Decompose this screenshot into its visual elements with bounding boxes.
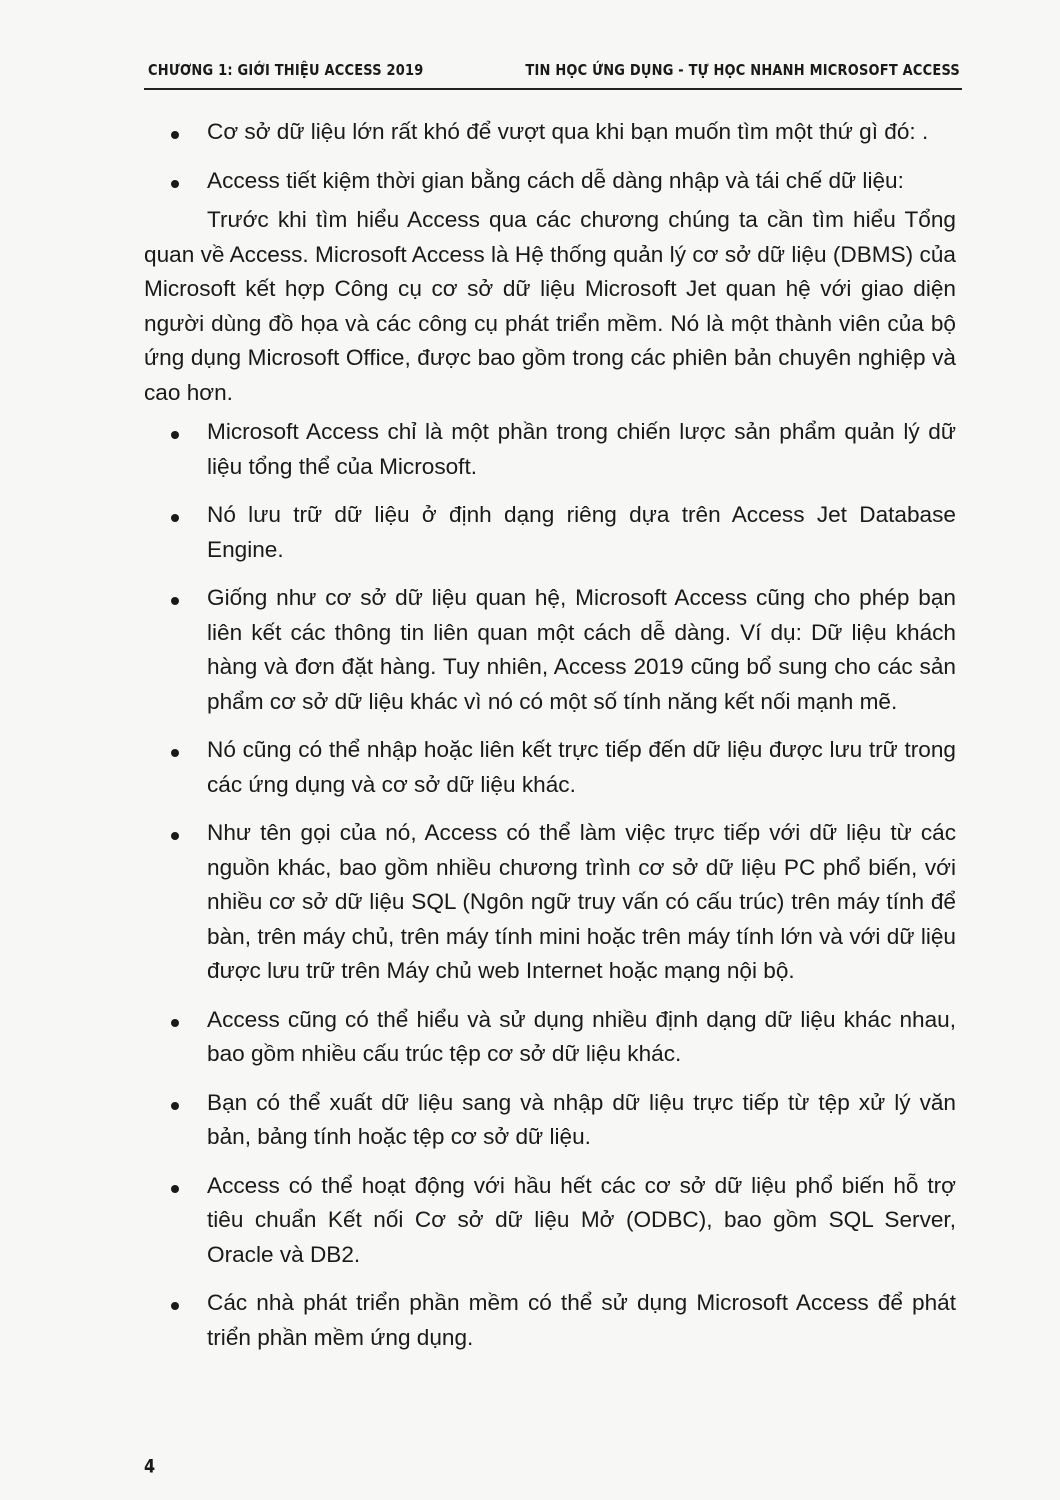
bullet-item: Access có thể hoạt động với hầu hết các cơ sở dữ liệu phổ biến hỗ trợ tiêu chuẩn Kết nối Cơ sở dữ liệu Mở (ODBC), bao gồm SQL Server, Oracle và DB2. xyxy=(144,1169,956,1273)
page-number: 4 xyxy=(144,1455,156,1477)
bullet-item: Bạn có thể xuất dữ liệu sang và nhập dữ liệu trực tiếp từ tệp xử lý văn bản, bảng tính hoặc tệp cơ sở dữ liệu. xyxy=(144,1086,956,1155)
bullet-item: Nó lưu trữ dữ liệu ở định dạng riêng dựa trên Access Jet Database Engine. xyxy=(144,498,956,567)
bullet-item: Như tên gọi của nó, Access có thể làm việc trực tiếp với dữ liệu từ các nguồn khác, bao gồm nhiều chương trình cơ sở dữ liệu PC phổ biến, với nhiều cơ sở dữ liệu SQL (Ngôn ngữ truy vấn có cấu trúc) trên máy tính để bàn, trên máy chủ, trên máy tính mini hoặc trên máy tính lớn và với dữ liệu được lưu trữ trên Máy chủ web Internet hoặc mạng nội bộ. xyxy=(144,816,956,989)
page-body xyxy=(144,115,956,1355)
bullet-item: Microsoft Access chỉ là một phần trong chiến lược sản phẩm quản lý dữ liệu tổng thể của Microsoft. xyxy=(144,415,956,484)
bullet-item: Access tiết kiệm thời gian bằng cách dễ dàng nhập và tái chế dữ liệu: xyxy=(144,164,956,199)
header-divider xyxy=(144,88,962,90)
running-header xyxy=(148,62,960,88)
bullet-item: Access cũng có thể hiểu và sử dụng nhiều định dạng dữ liệu khác nhau, bao gồm nhiều cấu trúc tệp cơ sở dữ liệu khác. xyxy=(144,1003,956,1072)
chapter-title: CHƯƠNG 1: GIỚI THIỆU ACCESS 2019 xyxy=(148,62,424,80)
intro-paragraph: Trước khi tìm hiểu Access qua các chương chúng ta cần tìm hiểu Tổng quan về Access. Microsoft Access là Hệ thống quản lý cơ sở dữ liệu (DBMS) của Microsoft kết hợp Công cụ cơ sở dữ liệu Microsoft Jet quan hệ với giao diện người dùng đồ họa và các công cụ phát triển mềm. Nó là một thành viên của bộ ứng dụng Microsoft Office, được bao gồm trong các phiên bản chuyên nghiệp và cao hơn. xyxy=(144,207,956,405)
bullet-item: Giống như cơ sở dữ liệu quan hệ, Microsoft Access cũng cho phép bạn liên kết các thông tin liên quan một cách dễ dàng. Ví dụ: Dữ liệu khách hàng và đơn đặt hàng. Tuy nhiên, Access 2019 cũng bổ sung cho các sản phẩm cơ sở dữ liệu khác vì nó có một số tính năng kết nối mạnh mẽ. xyxy=(144,581,956,719)
bullet-item: Nó cũng có thể nhập hoặc liên kết trực tiếp đến dữ liệu được lưu trữ trong các ứng dụng và cơ sở dữ liệu khác. xyxy=(144,733,956,802)
bullet-item: Các nhà phát triển phần mềm có thể sử dụng Microsoft Access để phát triển phần mềm ứng dụng. xyxy=(144,1286,956,1355)
book-title: TIN HỌC ỨNG DỤNG - TỰ HỌC NHANH MICROSOFT ACCESS xyxy=(525,62,960,80)
bullet-item: Cơ sở dữ liệu lớn rất khó để vượt qua khi bạn muốn tìm một thứ gì đó: . xyxy=(144,115,956,150)
